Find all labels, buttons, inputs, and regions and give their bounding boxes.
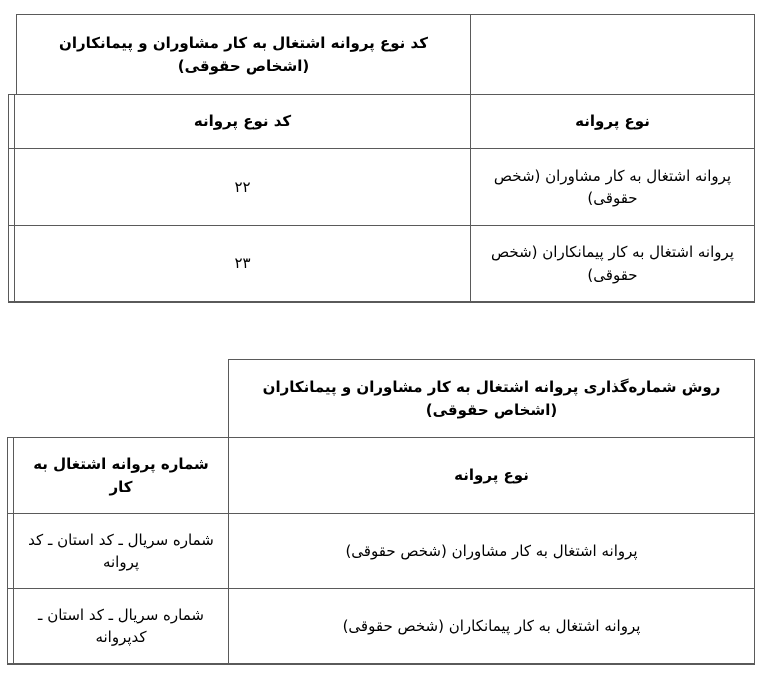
- table2-row2-number-cell: شماره سریال ـ کد استان ـ کدپروانه: [13, 588, 229, 665]
- table2-column-header-number: شماره پروانه اشتغال به کار: [13, 437, 229, 514]
- table1-column-header-type: نوع پروانه: [470, 94, 755, 149]
- table1-row2-type-cell: پروانه اشتغال به کار پیمانکاران (شخص حقوقی): [470, 225, 755, 303]
- table1-row1-code-cell: ۲۲: [14, 148, 471, 226]
- table2-row1-number-cell: شماره سریال ـ کد استان ـ کد پروانه: [13, 513, 229, 589]
- table1-title-empty-cell: [470, 14, 755, 95]
- table1-column-header-code: کد نوع پروانه: [14, 94, 471, 149]
- table2-row2-type-cell: پروانه اشتغال به کار پیمانکاران (شخص حقوقی): [228, 588, 755, 665]
- table2-title: روش شماره‌گذاری پروانه اشتغال به کار مشاوران و پیمانکاران (اشخاص حقوقی): [228, 359, 755, 438]
- table1-title: کد نوع پروانه اشتغال به کار مشاوران و پیمانکاران (اشخاص حقوقی): [16, 14, 471, 95]
- table1-row2-code-cell: ۲۳: [14, 225, 471, 303]
- table1-row1-type-cell: پروانه اشتغال به کار مشاوران (شخص حقوقی): [470, 148, 755, 226]
- table2-row1-type-cell: پروانه اشتغال به کار مشاوران (شخص حقوقی): [228, 513, 755, 589]
- table2-column-header-type: نوع پروانه: [228, 437, 755, 514]
